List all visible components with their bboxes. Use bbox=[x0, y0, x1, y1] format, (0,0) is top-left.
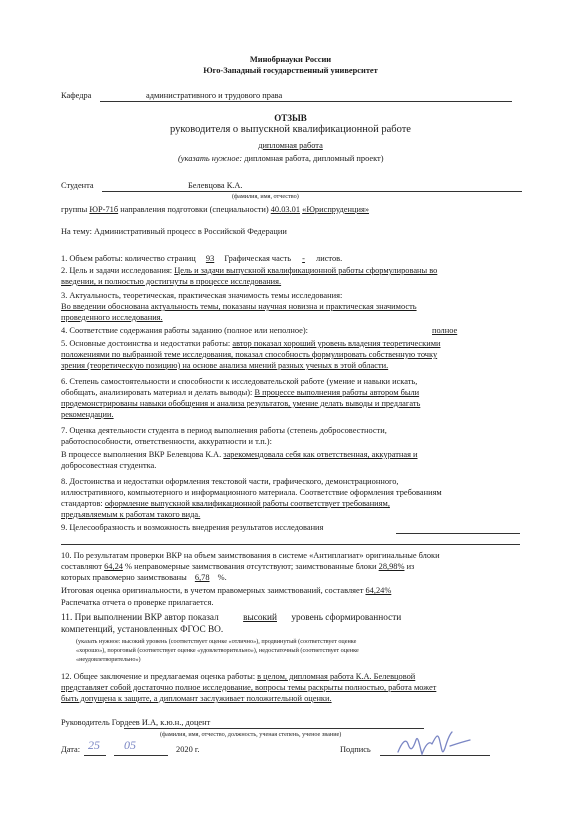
item-7-line-1: 7. Оценка деятельности студента в период выполнения работы (степень добросовестности, bbox=[61, 426, 387, 435]
date-day: 25 bbox=[88, 738, 100, 752]
item-12-value: в целом, дипломная работа К.А. Белевцовой bbox=[257, 672, 416, 681]
item-1-pages-label: 1. Объем работы: количество страниц bbox=[61, 254, 196, 263]
item-2-line-1 bbox=[61, 266, 437, 276]
work-type-hint bbox=[178, 154, 384, 164]
item-5-label: 5. Основные достоинства и недостатки работы: bbox=[61, 339, 231, 348]
item-5-value: автор показал хороший уровень владения теоретическими bbox=[232, 339, 441, 348]
item-3-label: 3. Актуальность, теоретическая, практическая значимость темы исследования: bbox=[61, 291, 343, 300]
signature-image bbox=[392, 728, 482, 762]
item-6-line-3: продемонстрированы навыки обобщения и анализа результатов, умение делать выводы и предлагать bbox=[61, 399, 421, 408]
item-9-underline-2 bbox=[61, 544, 520, 545]
item-10-line-4 bbox=[61, 586, 391, 596]
item-6-label: обобщать, анализировать материал и делать выводы): bbox=[61, 388, 253, 397]
work-type-hint-label: (указать нужное: bbox=[178, 154, 243, 163]
item-1-sheets-label: листов. bbox=[316, 254, 343, 263]
item-11-tail: уровень сформированности bbox=[291, 613, 402, 623]
item-10-line-5: Распечатка отчета о проверке прилагается. bbox=[61, 598, 214, 607]
item-3-line-2: проведенного исследования. bbox=[61, 313, 163, 322]
item-9-underline bbox=[396, 533, 520, 534]
item-8-line-1: 8. Достоинства и недостатки оформления текстовой части, графического, демонстрационного, bbox=[61, 477, 399, 486]
supervisor-label: Руководитель bbox=[61, 718, 110, 727]
student-label: Студента bbox=[61, 181, 94, 190]
item-6-line-1: 6. Степень самостоятельности и способности к исследовательской работе (умение и навыки искать, bbox=[61, 377, 418, 386]
group-label: группы bbox=[61, 205, 88, 214]
item-10-line-3 bbox=[61, 573, 227, 583]
item-10-total-value: 64,24% bbox=[365, 586, 392, 595]
ministry-name: Минобрнауки России bbox=[249, 55, 332, 64]
item-11-note-1: (указать нужное: высокий уровень (соответствует оценке «отлично»), продвинутый (соответствует оценке bbox=[76, 638, 357, 645]
review-subtitle: руководителя о выпускной квалификационной работе bbox=[170, 124, 411, 135]
item-11-label: 11. При выполнении ВКР автор показал bbox=[61, 613, 219, 623]
date-month-underline bbox=[114, 755, 168, 756]
item-1 bbox=[61, 254, 342, 264]
item-9-label: 9. Целесообразность и возможность внедрения результатов исследования bbox=[61, 523, 324, 532]
work-type-value: дипломная работа bbox=[258, 141, 323, 150]
item-6-value: В процессе выполнения работы автором были bbox=[254, 388, 420, 397]
item-10-orig-label: составляют bbox=[61, 562, 102, 571]
department-underline bbox=[100, 101, 512, 102]
item-1-pages-value: 93 bbox=[205, 254, 215, 263]
item-2-line-2: введении, и полностью достигнуты в процессе исследования. bbox=[61, 277, 282, 286]
topic: На тему: Административный процесс в Российской Федерации bbox=[61, 227, 287, 236]
date-day-underline bbox=[84, 755, 106, 756]
item-12-line-3: быть допущена к защите, а дипломант заслуживает положительной оценки. bbox=[61, 694, 332, 703]
item-10-orig-value: 64,24 bbox=[104, 562, 123, 571]
item-11-note-2: «хорошо»), пороговый (соответствует оценке «удовлетворительно»), недостаточный (соответствует оценке bbox=[76, 647, 359, 654]
item-2-label: 2. Цель и задачи исследования: bbox=[61, 266, 173, 275]
item-12-label: 12. Общее заключение и предлагаемая оценка работы: bbox=[61, 672, 256, 681]
item-12-line-2: представляет собой достаточно полное исследование, вопросы темы раскрыты полностью, работа может bbox=[61, 683, 437, 692]
item-10-line-1: 10. По результатам проверки ВКР на объем заимствования в системе «Антиплагиат» оригинальные блоки bbox=[61, 551, 440, 560]
department-value: административного и трудового права bbox=[146, 91, 283, 100]
item-8-line-2: иллюстративного, компьютерного и информационного материала. Соответствие оформления требованиям bbox=[61, 488, 442, 497]
supervisor-underline bbox=[124, 728, 424, 729]
item-10-line-2 bbox=[61, 562, 414, 572]
date-year: 2020 г. bbox=[176, 745, 200, 754]
item-10-borrowed-label: % неправомерные заимствования отсутствуют; заимствованные блоки bbox=[125, 562, 377, 571]
student-name-caption: (фамилия, имя, отчество) bbox=[232, 193, 299, 200]
item-7-student: В процессе выполнения ВКР Белевцова К.А. bbox=[61, 450, 222, 459]
item-6-line-2 bbox=[61, 388, 419, 398]
group-line bbox=[61, 205, 369, 215]
item-11-line-1 bbox=[61, 613, 401, 623]
item-1-graphic-label: Графическая часть bbox=[224, 254, 292, 263]
item-8-line-4: предъявляемым к работам такого вида. bbox=[61, 510, 201, 519]
item-8-label: стандартов: bbox=[61, 499, 103, 508]
department-label: Кафедра bbox=[61, 91, 92, 100]
supervisor-value: Гордеев И.А, к.ю.н., доцент bbox=[111, 718, 211, 727]
item-8-value: оформление выпускной квалификационной работы соответствует требованиям, bbox=[104, 499, 390, 508]
item-4-label: 4. Соответствие содержания работы заданию (полное или неполное): bbox=[61, 326, 308, 335]
item-10-legit-label: которых правомерно заимствованы bbox=[61, 573, 187, 582]
group-value: ЮР-71б bbox=[89, 205, 119, 214]
item-7-line-4: добросовестная студентка. bbox=[61, 461, 157, 470]
direction-code: 40.03.01 bbox=[270, 205, 301, 214]
item-10-legit-value: 6,78 bbox=[194, 573, 210, 582]
item-7-line-3 bbox=[61, 450, 418, 460]
item-10-borrowed-value: 28,98% bbox=[378, 562, 405, 571]
signature-label: Подпись bbox=[340, 745, 371, 754]
item-1-graphic-value: - bbox=[302, 254, 305, 263]
item-7-line-2: работоспособности, ответственности, аккуратности и т.п.): bbox=[61, 437, 272, 446]
review-title: ОТЗЫВ bbox=[274, 113, 307, 123]
student-underline bbox=[102, 191, 522, 192]
university-name: Юго-Западный государственный университет bbox=[203, 66, 378, 75]
direction-label: направления подготовки (специальности) bbox=[120, 205, 269, 214]
student-name: Белевцова К.А. bbox=[188, 181, 243, 190]
item-5-line-3: зрения (теоретическую позицию) на основе анализа мнений разных ученых в этой области. bbox=[61, 361, 389, 370]
item-8-line-3 bbox=[61, 499, 390, 509]
item-10-total-label: Итоговая оценка оригинальности, в учетом правомерных заимствований, составляет bbox=[61, 586, 364, 595]
item-11-level: высокий bbox=[243, 613, 277, 623]
direction-name: «Юриспруденция» bbox=[302, 205, 370, 214]
item-10-of: из bbox=[406, 562, 415, 571]
item-7-value: зарекомендовала себя как ответственная, аккуратная и bbox=[223, 450, 418, 459]
item-2-value: Цель и задачи выпускной квалификационной работы сформулированы во bbox=[174, 266, 438, 275]
date-label: Дата: bbox=[61, 745, 81, 754]
item-6-line-4: рекомендации. bbox=[61, 410, 114, 419]
item-3-line-1: Во введении обоснована актуальность темы, показаны научная новизна и практическая значимость bbox=[61, 302, 417, 311]
item-11-line-2: компетенций, установленных ФГОС ВО. bbox=[61, 625, 224, 635]
work-type-hint-options: дипломная работа, дипломный проект) bbox=[244, 154, 384, 163]
item-5-line-2: положениями по выбранной теме исследования, показал способность формулировать собственную точку bbox=[61, 350, 438, 359]
item-12-line-1 bbox=[61, 672, 415, 682]
supervisor-line bbox=[61, 718, 210, 728]
item-4-value: полное bbox=[432, 326, 458, 335]
supervisor-caption: (фамилия, имя, отчество, должность, ученая степень, ученое звание) bbox=[160, 731, 342, 738]
date-month: 05 bbox=[124, 738, 136, 752]
item-10-legit-unit: %. bbox=[217, 573, 227, 582]
item-5-line-1 bbox=[61, 339, 441, 349]
item-11-note-3: «неудовлетворительно») bbox=[76, 656, 141, 663]
